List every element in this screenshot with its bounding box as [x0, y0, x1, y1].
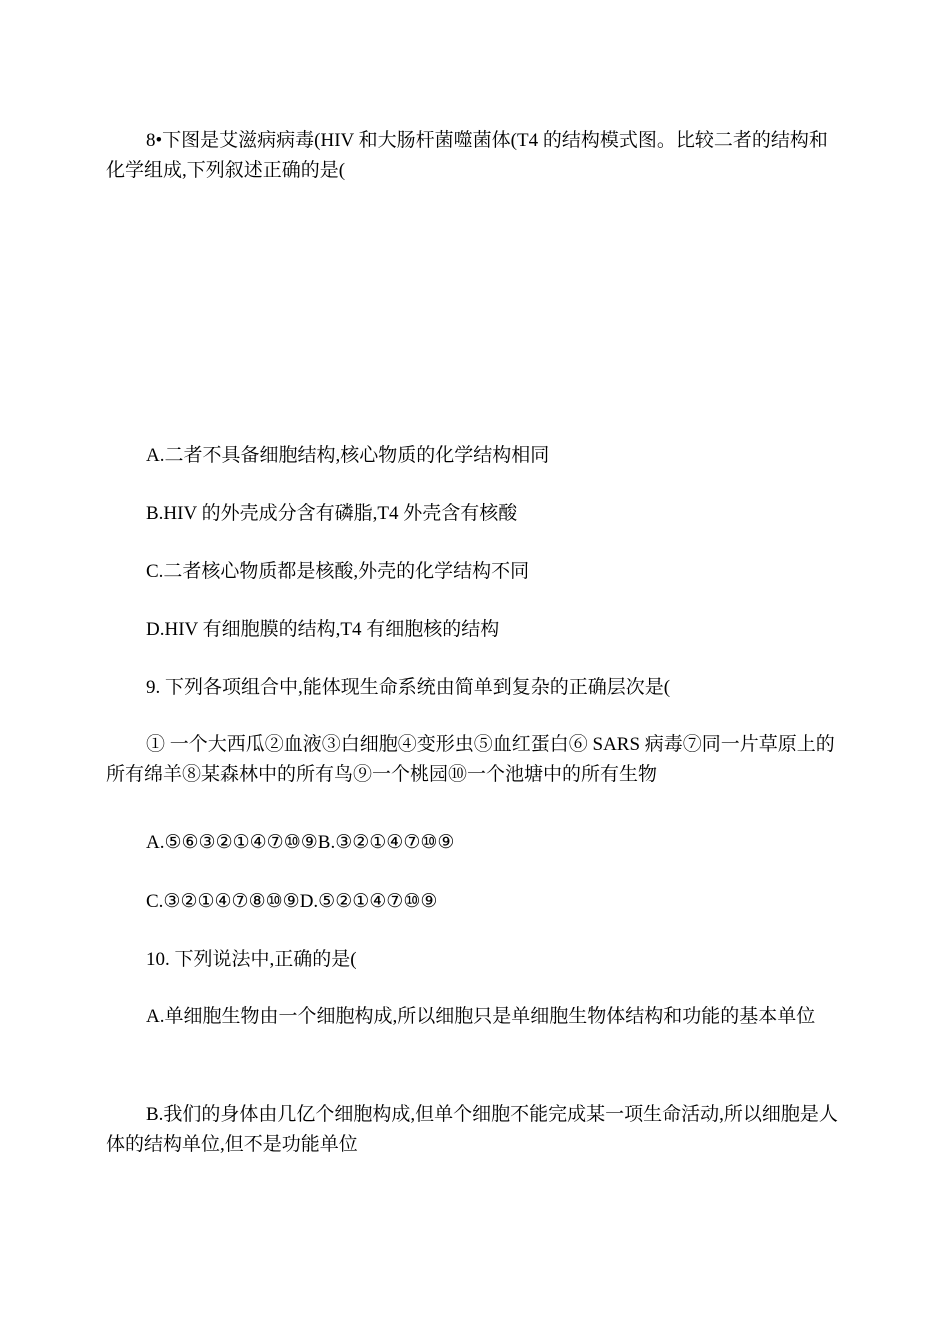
question-10-option-a: A.单细胞生物由一个细胞构成,所以细胞只是单细胞生物体结构和功能的基本单位 [146, 1006, 816, 1027]
question-10-stem: 10. 下列说法中,正确的是( [146, 949, 357, 970]
question-9-options-ab: A.⑤⑥③②①④⑦⑩⑨B.③②①④⑦⑩⑨ [146, 832, 455, 853]
figure-placeholder [106, 200, 841, 430]
question-8-option-c: C.二者核心物质都是核酸,外壳的化学结构不同 [146, 561, 530, 582]
question-9-stem: 9. 下列各项组合中,能体现生命系统由简单到复杂的正确层次是( [146, 677, 671, 698]
question-8-stem: 8•下图是艾滋病病毒(HIV 和大肠杆菌噬菌体(T4 的结构模式图。比较二者的结构和化学组成,下列叙述正确的是( [106, 130, 828, 181]
question-9-options-cd: C.③②①④⑦⑧⑩⑨D.⑤②①④⑦⑩⑨ [146, 891, 438, 912]
question-8-option-a: A.二者不具备细胞结构,核心物质的化学结构相同 [146, 445, 550, 466]
question-8-option-b: B.HIV 的外壳成分含有磷脂,T4 外壳含有核酸 [146, 503, 518, 524]
question-10-option-b: B.我们的身体由几亿个细胞构成,但单个细胞不能完成某一项生命活动,所以细胞是人体的结构单位,但不是功能单位 [106, 1104, 838, 1155]
question-9-items: ① 一个大西瓜②血液③白细胞④变形虫⑤血红蛋白⑥ SARS 病毒⑦同一片草原上的所有绵羊⑧某森林中的所有鸟⑨一个桃园⑩一个池塘中的所有生物 [106, 734, 835, 785]
question-8-option-d: D.HIV 有细胞膜的结构,T4 有细胞核的结构 [146, 619, 500, 640]
